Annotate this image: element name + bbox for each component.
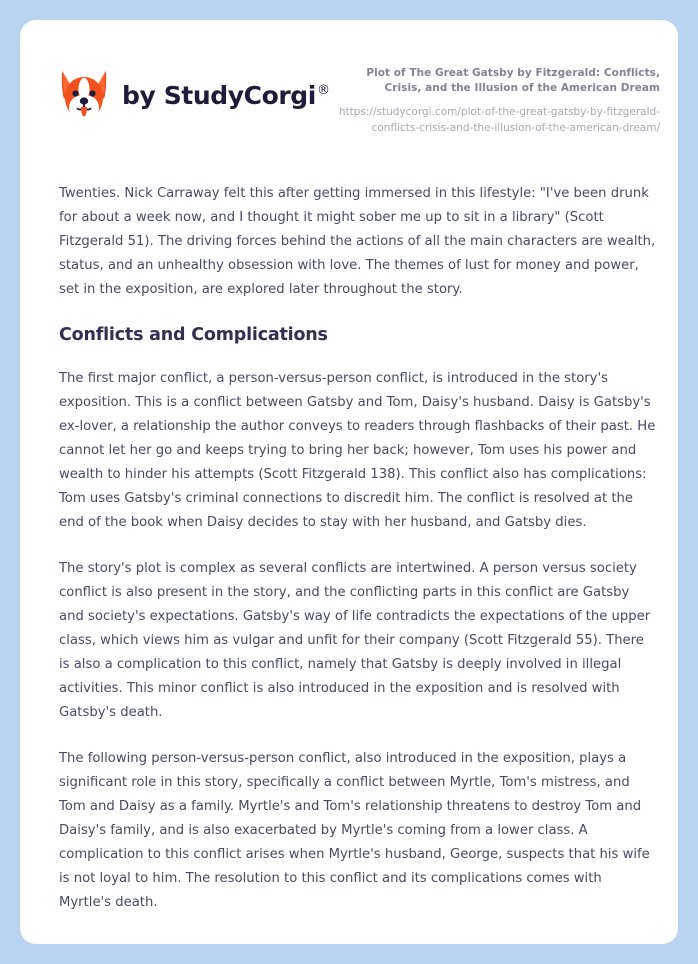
brand-name-text: by StudyCorgi xyxy=(122,80,316,110)
source-url[interactable]: https://studycorgi.com/plot-of-the-great-gatsby-by-fitzgerald-conflicts-crisis-and-the-illusion-of-the-american-dream/ xyxy=(338,106,660,134)
page-card xyxy=(20,20,678,944)
page-title: Plot of The Great Gatsby by Fitzgerald: Conflicts, Crisis, and the Illusion of the American Dream xyxy=(366,67,660,95)
corgi-logo-icon xyxy=(59,68,109,122)
paragraph: The first major conflict, a person-versus-person conflict, is introduced in the story's exposition. This is a conflict between Gatsby and Tom, Daisy's husband. Daisy is Gatsby's ex-lover, a relationship the author conveys to readers through flashbacks of their past. He cannot let her go and keeps trying to bring her back; however, Tom uses his power and wealth to hinder his attempts (Scott Fitzgerald 138). This conflict also has complications: Tom uses Gatsby's criminal connections to discredit him. The conflict is resolved at the end of the book when Daisy decides to stay with her husband, and Gatsby dies. xyxy=(59,370,656,530)
site-header xyxy=(20,20,678,136)
section-heading: Conflicts and Complications xyxy=(59,324,328,345)
paragraph: The following person-versus-person conflict, also introduced in the exposition, plays a significant role in this story, specifically a conflict between Myrtle, Tom's mistress, and Tom and Daisy as a family. Myrtle's and Tom's relationship threatens to destroy Tom and Daisy's family, and is also exacerbated by Myrtle's coming from a lower class. A complication to this conflict arises when Myrtle's husband, George, suspects that his wife is not loyal to him. The resolution to this conflict and its complications comes with Myrtle's death. xyxy=(59,750,650,910)
brand-logo[interactable] xyxy=(59,64,330,122)
article-body xyxy=(20,182,678,915)
paragraph: The story's plot is complex as several conflicts are intertwined. A person versus society conflict is also present in the story, and the conflicting parts in this conflict are Gatsby and society's expectations. Gatsby's way of life contradicts the expectations of the upper class, which views him as vulgar and unfit for their company (Scott Fitzgerald 55). There is also a complication to this conflict, namely that Gatsby is deeply involved in illegal activities. This minor conflict is also introduced in the exposition and is resolved with Gatsby's death. xyxy=(59,560,651,720)
brand-name xyxy=(122,80,330,110)
document-meta xyxy=(330,64,660,136)
registered-trademark-icon: ® xyxy=(316,83,330,99)
paragraph: Twenties. Nick Carraway felt this after getting immersed in this lifestyle: "I've been drunk for about a week now, and I thought it might sober me up to sit in a library" (Scott Fitzgerald 51). The driving forces behind the actions of all the main characters are wealth, status, and an unhealthy obsession with love. The themes of lust for money and power, set in the exposition, are explored later throughout the story. xyxy=(59,185,656,297)
